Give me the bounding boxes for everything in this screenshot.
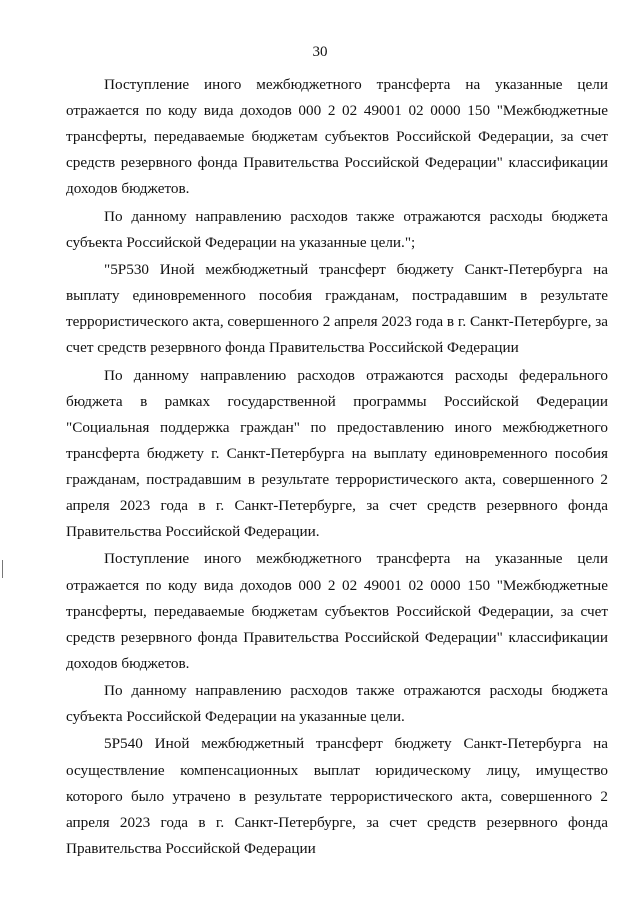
- paragraph-income-transfer-2: Поступление иного межбюджетного трансферта на указанные цели отражается по коду вида доходов 000 2 02 49001 02 0000 150 "Межбюджетные трансферты, передаваемые бюджетам субъектов Российской Федерации, за счет средств резервного фонда Правительства Российской Федерации" классификации доходов бюджетов.: [66, 550, 608, 672]
- paragraph-income-transfer-1: Поступление иного межбюджетного трансферта на указанные цели отражается по коду вида доходов 000 2 02 49001 02 0000 150 "Межбюджетные трансферты, передаваемые бюджетам субъектов Российской Федерации, за счет средств резервного фонда Правительства Российской Федерации" классификации доходов бюджетов.: [66, 76, 608, 198]
- document-body: [66, 72, 608, 863]
- paragraph-subject-budget-1: По данному направлению расходов также отражаются расходы бюджета субъекта Российской Федерации на указанные цели.";: [66, 207, 608, 251]
- paragraph-code-5p530: "5Р530 Иной межбюджетный трансферт бюджету Санкт-Петербурга на выплату единовременного пособия гражданам, пострадавшим в результате террористического акта, совершенного 2 апреля 2023 года в г. Санкт-Петербурге, за счет средств резервного фонда Правительства Российской Федерации: [66, 261, 608, 357]
- page-number: 30: [312, 44, 328, 60]
- paragraph-subject-budget-2: По данному направлению расходов также отражаются расходы бюджета субъекта Российской Федерации на указанные цели.: [66, 682, 608, 726]
- scan-edge-mark: [2, 560, 3, 578]
- paragraph-federal-budget-expenses: По данному направлению расходов отражаются расходы федерального бюджета в рамках государственной программы Российской Федерации "Социальная поддержка граждан" по предоставлению иного межбюджетного трансферта бюджету г. Санкт-Петербурга на выплату единовременного пособия гражданам, пострадавшим в результате террористического акта, совершенного 2 апреля 2023 года в г. Санкт-Петербурге, за счет средств резервного фонда Правительства Российской Федерации.: [66, 366, 608, 541]
- paragraph-code-5p540: 5Р540 Иной межбюджетный трансферт бюджету Санкт-Петербурга на осуществление компенсационных выплат юридическому лицу, имущество которого было утрачено в результате террористического акта, совершенного 2 апреля 2023 года в г. Санкт-Петербурге, за счет средств резервного фонда Правительства Российской Федерации: [66, 735, 608, 857]
